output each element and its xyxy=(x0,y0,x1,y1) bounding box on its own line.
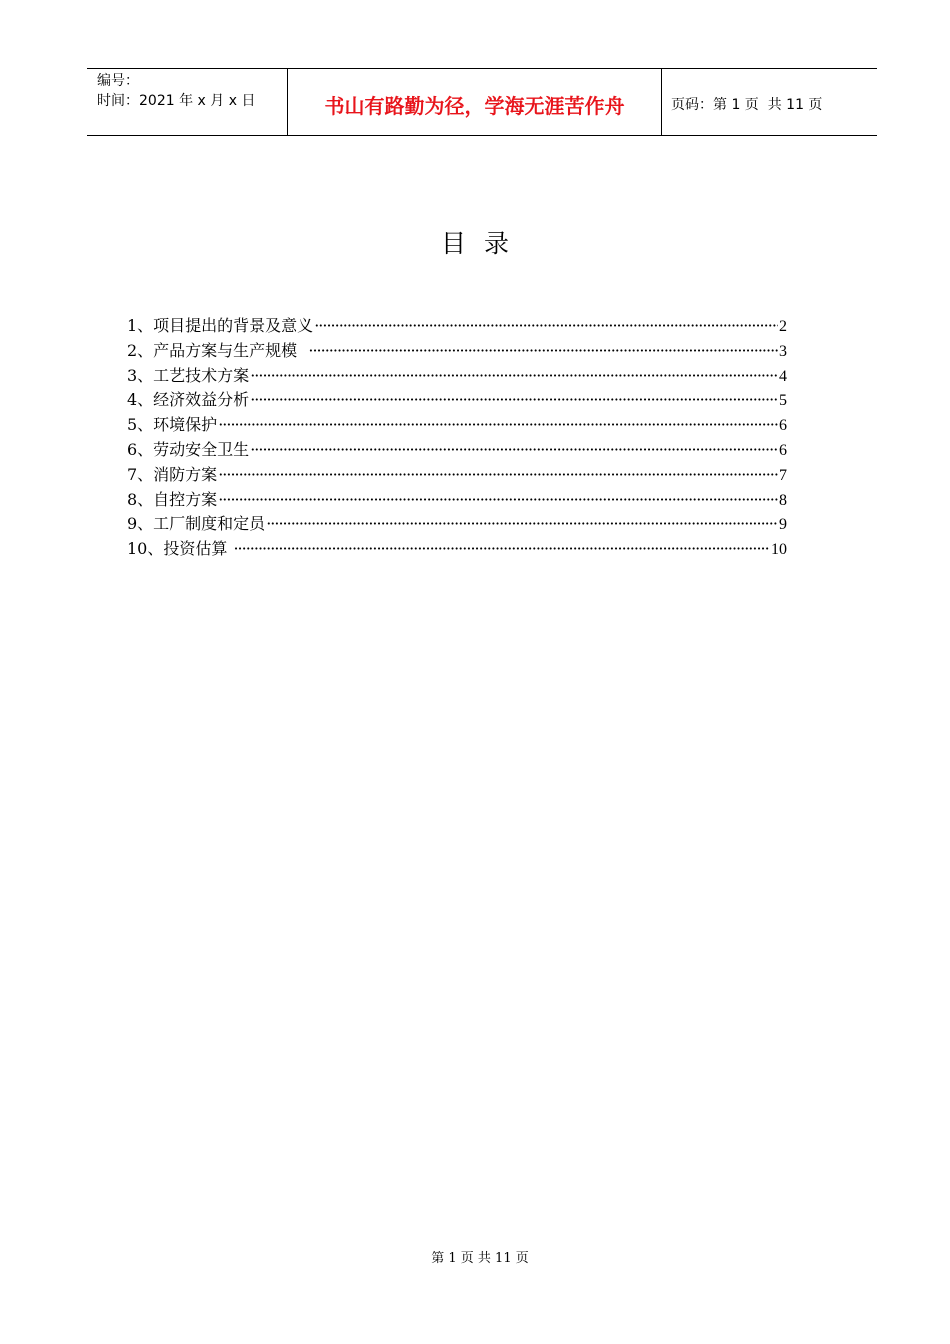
page-header xyxy=(87,68,877,136)
toc-entry[interactable] xyxy=(127,413,787,438)
toc-entry-page: 3 xyxy=(779,342,787,360)
toc-dot-leader xyxy=(250,388,778,413)
page-footer: 第 1 页 共 11 页 xyxy=(431,1251,529,1266)
toc-entry-page: 6 xyxy=(779,417,787,435)
header-page-info: 页码：第 1 页 共 11 页 xyxy=(671,97,823,113)
toc-entry-label: 5、环境保护 xyxy=(127,415,218,435)
toc-entry[interactable] xyxy=(127,314,787,339)
header-meta xyxy=(87,69,288,135)
toc-entry-label: 7、消防方案 xyxy=(127,464,218,484)
toc-entry[interactable] xyxy=(127,463,787,488)
toc-entry[interactable] xyxy=(127,438,787,463)
toc-entry-page: 2 xyxy=(779,318,787,335)
toc-entry-page: 6 xyxy=(779,441,787,459)
toc-entry-page: 8 xyxy=(779,491,787,509)
date-label: 时间：2021 年 x 月 x 日 xyxy=(97,93,256,109)
toc-entry-label: 9、工厂制度和定员 xyxy=(127,514,266,534)
toc-entry[interactable] xyxy=(127,512,787,537)
toc-entry[interactable] xyxy=(127,364,787,389)
toc-dot-leader xyxy=(233,537,770,562)
toc-entry-label: 2、产品方案与生产规模 xyxy=(127,340,308,360)
toc-dot-leader xyxy=(314,314,778,339)
toc-entry-page: 7 xyxy=(779,466,787,484)
toc-entry-label: 10、投资估算 xyxy=(127,539,233,559)
toc-entry[interactable] xyxy=(127,488,787,513)
toc-entry-label: 8、自控方案 xyxy=(127,489,218,509)
toc-entry-page: 5 xyxy=(779,392,787,410)
toc-entry-page: 10 xyxy=(771,541,787,559)
toc-entry[interactable] xyxy=(127,388,787,413)
toc-title: 目录 xyxy=(440,229,527,258)
serial-number-label: 编号： xyxy=(97,73,139,89)
toc-entry-label: 3、工艺技术方案 xyxy=(127,365,250,385)
toc-dot-leader xyxy=(266,512,778,537)
toc-entry-label: 1、项目提出的背景及意义 xyxy=(127,316,314,335)
toc-entry[interactable] xyxy=(127,339,787,364)
toc-dot-leader xyxy=(250,364,778,389)
header-motto: 书山有路勤为径，学海无涯苦作舟 xyxy=(288,69,662,135)
toc-dot-leader xyxy=(218,413,778,438)
toc-entry-label: 6、劳动安全卫生 xyxy=(127,439,250,459)
toc-dot-leader xyxy=(218,488,778,513)
toc-entry-page: 9 xyxy=(779,516,787,534)
table-of-contents xyxy=(127,314,787,562)
toc-entry-label: 4、经济效益分析 xyxy=(127,390,250,410)
toc-dot-leader xyxy=(218,463,778,488)
toc-entry[interactable] xyxy=(127,537,787,562)
toc-dot-leader xyxy=(250,438,778,463)
toc-entry-page: 4 xyxy=(779,367,787,385)
toc-dot-leader xyxy=(308,339,778,364)
